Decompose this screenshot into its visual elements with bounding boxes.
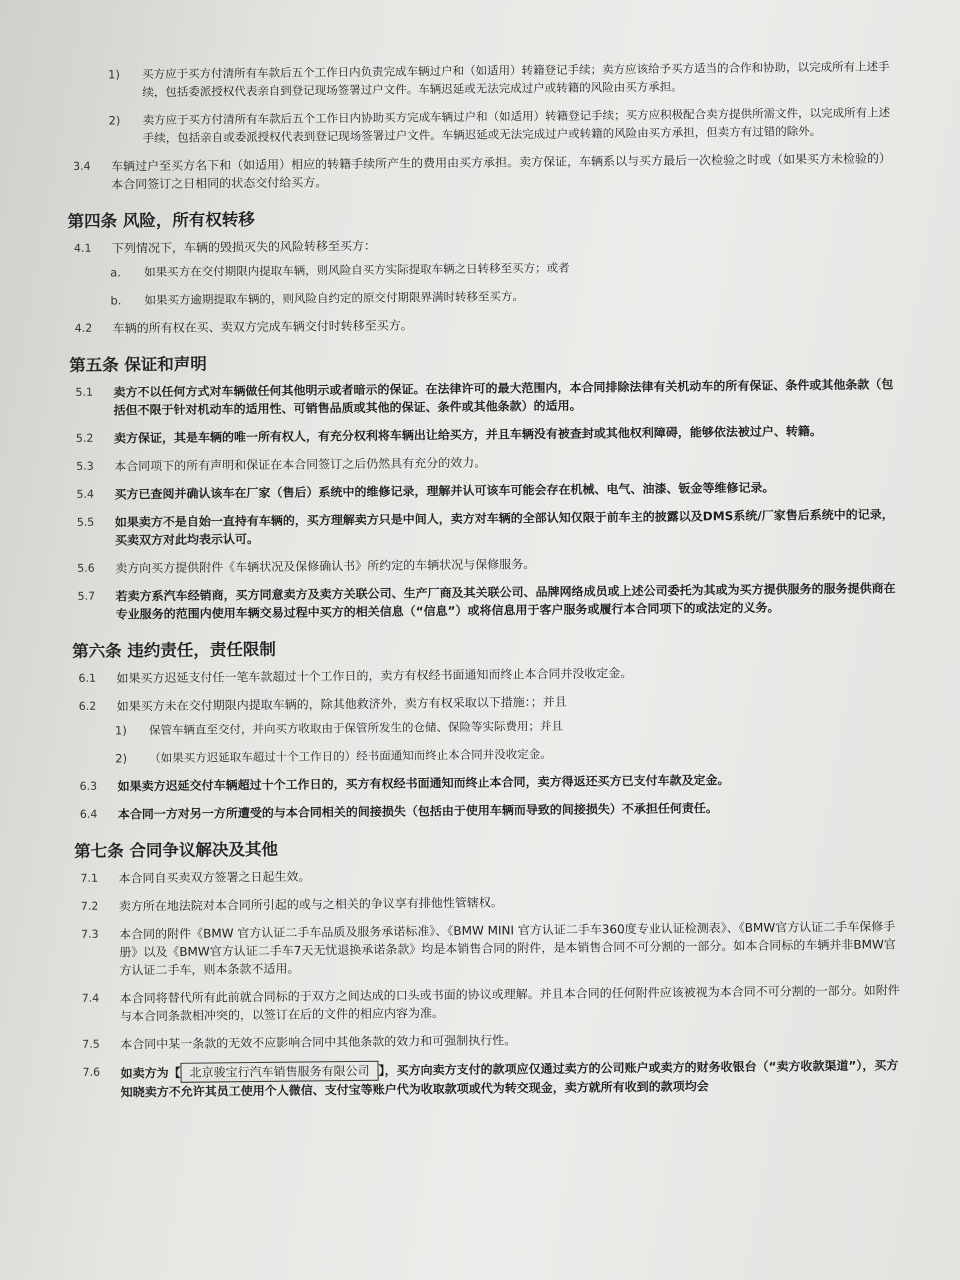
clause-3-4 [63,149,893,194]
clause-text: 卖方不以任何方式对车辆做任何其他明示或者暗示的保证。在法律许可的最大范围内，本合同排除法律有关机动车的所有保证、条件或其他条款（包括但不限于针对机动车的适用性、可销售品质或其他的保证、条件或其他条款）的适用。 [113,377,894,418]
item-number: 2) [115,751,128,766]
clause-text: 本合同中某一条款的无效不应影响合同中其他条款的效力和可强制执行性。 [120,1033,517,1052]
item-text: 如果买方在交付期限内提取车辆，则风险自买方实际提取车辆之日转移至买方；或者 [144,260,570,280]
clause-text: 如果卖方不是自始一直持有车辆的，买方理解卖方只是中间人，卖方对车辆的全部认知仅限于前车主的披露以及DMS系统/厂家售后系统中的记录，买卖双方对此均表示认可。 [114,507,894,548]
clause-4-2 [65,311,895,338]
clause-number: 5.7 [77,589,96,603]
clause-5-1 [65,375,895,420]
clause-number: 5.4 [76,487,95,501]
item-text: 卖方应于买方付清所有车款后五个工作日内协助买方完成车辆过户和（如适用）转籍登记手续；买方应积极配合卖方提供所需文件，以完成所有上述手续，包括亲自或委派授权代表到登记现场签署过户文件。车辆迟延或无法完成过户或转籍的风险由买方承担，但卖方有过错的除外。 [142,105,891,146]
clause-5-7 [67,579,897,624]
clause-text: 本合同自买卖双方签署之日起生效。 [118,869,311,886]
clause-number: 5.5 [76,515,95,529]
list-item [110,283,894,309]
clause-suffix: 】，买方向卖方支付的款项应仅通过卖方的公司账户或卖方的财务收银台（“卖方收款渠道”），买方知晓卖方不允许其员工使用个人微信、支付宝等账户代为收取款项或代为转交现金，卖方就所有收到的款项均会 [120,1058,899,1100]
clause-number: 6.2 [78,699,97,713]
clause-text: 车辆过户至买方名下和（如适用）相应的转籍手续所产生的费用由买方承担。卖方保证，车辆系以与买方最后一次检验之时或（如果买方未检验的）本合同签订之日相同的状态交付给买方。 [110,151,892,192]
clause-number: 6.3 [79,779,98,793]
clause-text [120,1055,902,1101]
clause-7-6 [72,1055,902,1102]
clause-text: 本合同将替代所有此前就合同标的于双方之间达成的口头或书面的协议或理解。并且本合同的任何附件应该被视为本合同不可分割的一部分。如附件与本合同条款相冲突的，以签订在后的文件的相应内容为准。 [119,983,900,1024]
clause-text: 如果买方未在交付期限内提取车辆的，除其他救济外，卖方有权采取以下措施：；并且 [116,694,567,714]
clause-number: 5.6 [77,561,95,575]
clause-number: 7.1 [80,871,99,885]
clause-5-4 [66,477,896,504]
item-number: 2) [108,113,121,128]
item-number: b. [110,293,122,308]
clause-number: 4.2 [74,321,93,335]
clause-7-4 [72,981,902,1026]
list-item [108,57,892,101]
clause-number: 6.4 [79,807,98,821]
clause-5-3 [66,449,896,476]
contract-content [62,57,903,1112]
list-item [108,103,892,147]
list-item [110,255,894,281]
clause-number: 7.6 [82,1065,101,1079]
item-text: （如果买方迟延取车超过十个工作日的）经书面通知而终止本合同并没收定金。 [149,746,552,766]
clause-text: 买方已查阅并确认该车在厂家（售后）系统中的维修记录，理解并认可该车可能会存在机械、电气、油漆、钣金等维修记录。 [114,480,775,502]
clause-6-2 [69,689,899,716]
clause-number: 5.1 [75,385,93,399]
clause-text: 如果买方迟延支付任一笔车款超过十个工作日的，卖方有权经书面通知而终止本合同并没收定金。 [116,666,633,686]
clause-number: 6.1 [78,671,96,685]
clause-5-6 [67,551,897,578]
clause-4-1 [64,231,894,258]
clause-number: 7.5 [82,1037,100,1051]
clause-7-5 [72,1027,902,1054]
item-number: 1) [114,723,127,738]
section-title-5: 第五条 保证和声明 [69,354,207,375]
item-text: 如果买方逾期提取车辆的，则风险自约定的原交付期限界满时转移至买方。 [144,289,525,308]
clause-number: 3.4 [72,159,91,173]
item-number: 1) [108,67,120,82]
clause-text: 下列情况下，车辆的毁损灭失的风险转移至买方： [111,238,376,256]
clause-7-3 [71,917,902,980]
section-title-4: 第四条 风险，所有权转移 [67,209,255,231]
clause-text: 本合同一方对另一方所遭受的与本合同相关的间接损失（包括由于使用车辆而导致的间接损失）不承担任何责任。 [117,801,718,822]
clause-7-2 [71,889,901,916]
clause-text: 卖方保证，其是车辆的唯一所有权人，有充分权利将车辆出让给买方，并且车辆没有被查封或其他权利障碍，能够依法被过户、转籍。 [113,424,822,446]
clause-number: 5.3 [76,459,94,473]
clause-text: 车辆的所有权在买、卖双方完成车辆交付时转移至买方。 [112,318,413,336]
clause-6-1 [68,661,898,688]
clause-number: 7.4 [81,991,100,1005]
list-item [115,741,899,767]
clause-text: 如果卖方迟延交付车辆超过十个工作日的，买方有权经书面通知而终止本合同，卖方得返还买方已支付车款及定金。 [117,773,730,794]
clause-number: 5.2 [75,431,94,445]
item-text: 保管车辆直至交付，并向买方收取由于保管所发生的仓储、保险等实际费用；并且 [148,718,564,738]
clause-5-5 [67,505,897,550]
clause-text: 若卖方系汽车经销商，买方同意卖方及卖方关联公司、生产厂商及其关联公司、品牌网络成员或上述公司委托为其或为买方提供服务的服务提供商在专业服务的范围内使用车辆交易过程中买方的相关信息（“信息”）或将信息用于客户服务或履行本合同项下的或法定的义务。 [115,581,896,622]
clause-5-2 [66,421,896,448]
clause-text: 本合同项下的所有声明和保证在本合同签订之后仍然具有充分的效力。 [114,455,487,474]
item-text: 买方应于买方付清所有车款后五个工作日内负责完成车辆过户和（如适用）转籍登记手续；卖方应该给予买方适当的合作和协助，以完成所有上述手续，包括委派授权代表亲自到登记现场签署过户文件。车辆迟延或无法完成过户或转籍的风险由买方承担。 [142,59,890,100]
section-title-6: 第六条 违约责任，责任限制 [72,639,276,661]
clause-number: 7.2 [80,899,99,913]
clause-6-3 [69,769,899,796]
clause-text: 卖方向买方提供附件《车辆状况及保修确认书》所约定的车辆状况与保修服务。 [115,557,536,576]
list-item [115,713,899,739]
clause-text: 本合同的附件《BMW 官方认证二手车品质及服务承诺标准》、《BMW MINI 官方认证二手车360度专业认证检测表》、《BMW官方认证二手车保修手册》以及《BMW官方认证二手车7天无忧退换承诺条款》均是本销售合同的附件，是本销售合同不可分割的一部分。如本合同标的车辆并非BMW官方认证二手车，则本条款不适用。 [119,919,896,978]
clause-prefix: 如卖方为【 [120,1065,181,1081]
seller-company-name: 北京骏宝行汽车销售服务有限公司 [180,1061,378,1083]
clause-text: 卖方所在地法院对本合同所引起的或与之相关的争议享有排他性管辖权。 [118,895,503,914]
section-title-7: 第七条 合同争议解决及其他 [74,839,279,861]
clause-6-4 [70,797,900,824]
clause-number: 7.3 [81,927,99,941]
clause-number: 4.1 [73,241,92,255]
item-number: a. [110,265,121,280]
clause-7-1 [70,861,900,888]
